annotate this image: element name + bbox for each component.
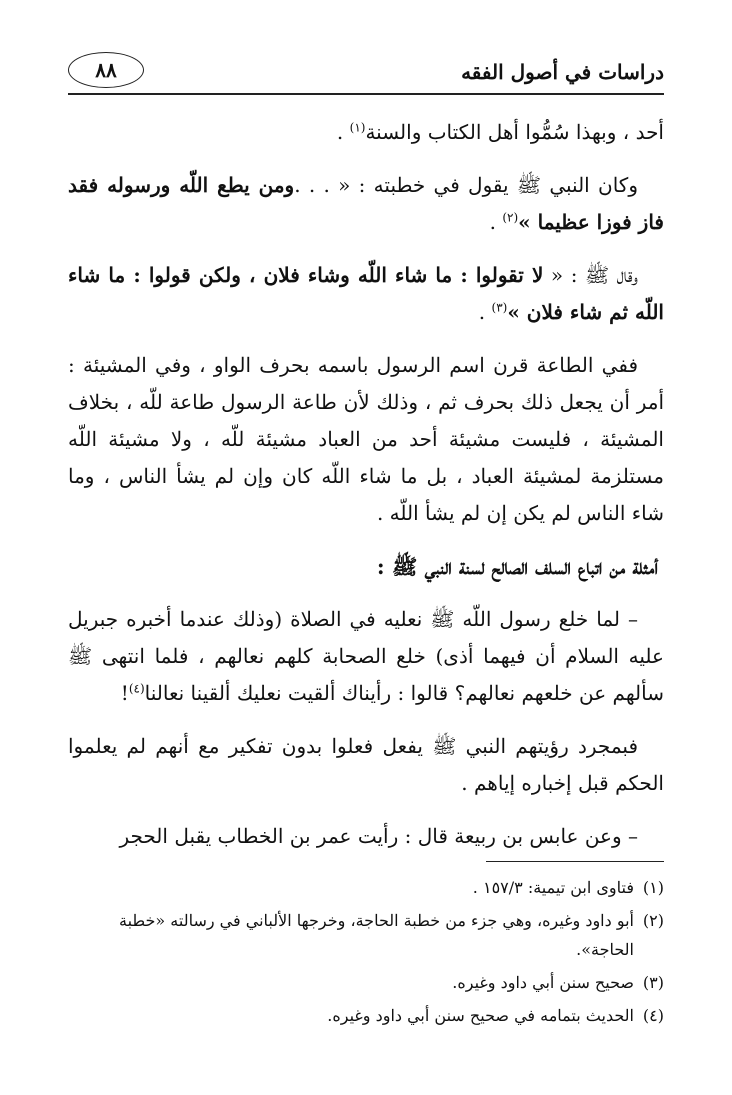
quote-text: لا تقولوا : ما شاء اللّه وشاء فلان ، ولكن قولوا : ما شاء اللّه ثم شاء فلان » bbox=[68, 263, 664, 324]
footnote-text: الحديث بتمامه في صحيح سنن أبي داود وغيره. bbox=[327, 1006, 634, 1025]
paragraph bbox=[68, 114, 664, 151]
footnote-number: (٢) bbox=[642, 911, 664, 930]
footnotes bbox=[68, 873, 664, 1034]
punctuation: . bbox=[489, 210, 503, 234]
punctuation: ! bbox=[120, 681, 129, 705]
footnote-number: (١) bbox=[642, 878, 664, 897]
header-divider bbox=[68, 93, 664, 95]
footnote-ref: (٤) bbox=[128, 681, 145, 696]
paragraph: ففي الطاعة قرن اسم الرسول باسمه بحرف الواو ، وفي المشيئة : أمر أن يجعل ذلك بحرف ثم ، وذلك لأن طاعة الرسول طاعة للّه ، بخلاف المشيئة ، فليست مشيئة أحد من العباد مشيئة للّه ، ولا مشيئة اللّه مستلزمة لمشيئة العباد ، بل ما شاء اللّه كان وإن لم يشأ الناس ، وما شاء الناس لم يكن إن لم يشأ اللّه . bbox=[68, 353, 664, 525]
paragraph bbox=[68, 167, 664, 241]
footnote-item bbox=[68, 968, 664, 997]
paragraph bbox=[68, 257, 664, 331]
footnote-number: (٤) bbox=[642, 1006, 664, 1025]
footnote-text: أبو داود وغيره، وهي جزء من خطبة الحاجة، وخرجها الألباني في رسالته «خطبة الحاجة». bbox=[119, 911, 634, 959]
paragraph-text: أحد ، وبهذا سُمُّوا أهل الكتاب والسنة bbox=[365, 120, 664, 144]
footnote-item bbox=[68, 906, 664, 964]
punctuation: . bbox=[336, 120, 350, 144]
running-title: دراسات في أصول الفقه bbox=[461, 60, 664, 84]
page-number: ٨٨ bbox=[68, 52, 144, 88]
paragraph: – وعن عابس بن ربيعة قال : رأيت عمر بن الخطاب يقبل الحجر bbox=[119, 824, 638, 848]
paragraph-text: وقال ﷺ : « bbox=[543, 263, 638, 287]
footnote-ref: (٣) bbox=[491, 300, 508, 315]
paragraph: فبمجرد رؤيتهم النبي ﷺ يفعل فعلوا بدون تفكير مع أنهم لم يعلموا الحكم قبل إخباره إياهم . bbox=[68, 734, 664, 795]
punctuation: . bbox=[478, 300, 492, 324]
section-heading: أمثلة من اتباع السلف الصالح لسنة النبي ﷺ : bbox=[376, 554, 658, 579]
footnote-number: (٣) bbox=[642, 973, 664, 992]
quote-text: ومن يطع اللّه ورسوله فقد فاز فوزا عظيما » bbox=[68, 173, 664, 234]
footnote-item bbox=[68, 873, 664, 902]
footnote-ref: (١) bbox=[349, 120, 366, 135]
page-header bbox=[68, 52, 664, 92]
footnote-ref: (٢) bbox=[502, 210, 519, 225]
footnote-text: فتاوى ابن تيمية: ١٥٧/٣ . bbox=[472, 878, 634, 897]
footnote-divider bbox=[486, 861, 664, 862]
footnote-text: صحيح سنن أبي داود وغيره. bbox=[452, 973, 634, 992]
paragraph bbox=[68, 601, 664, 712]
paragraph-text: – لما خلع رسول اللّه ﷺ نعليه في الصلاة (وذلك عندما أخبره جبريل عليه السلام أن فيهما أذى) خلع الصحابة كلهم نعالهم ، فلما انتهى ﷺ سألهم عن خلعهم نعالهم؟ قالوا : رأيناك ألقيت نعليك ألقينا نعالنا bbox=[68, 607, 664, 705]
main-text bbox=[68, 114, 664, 871]
footnote-item bbox=[68, 1001, 664, 1030]
paragraph-text: وكان النبي ﷺ يقول في خطبته : « . . . bbox=[294, 173, 638, 197]
